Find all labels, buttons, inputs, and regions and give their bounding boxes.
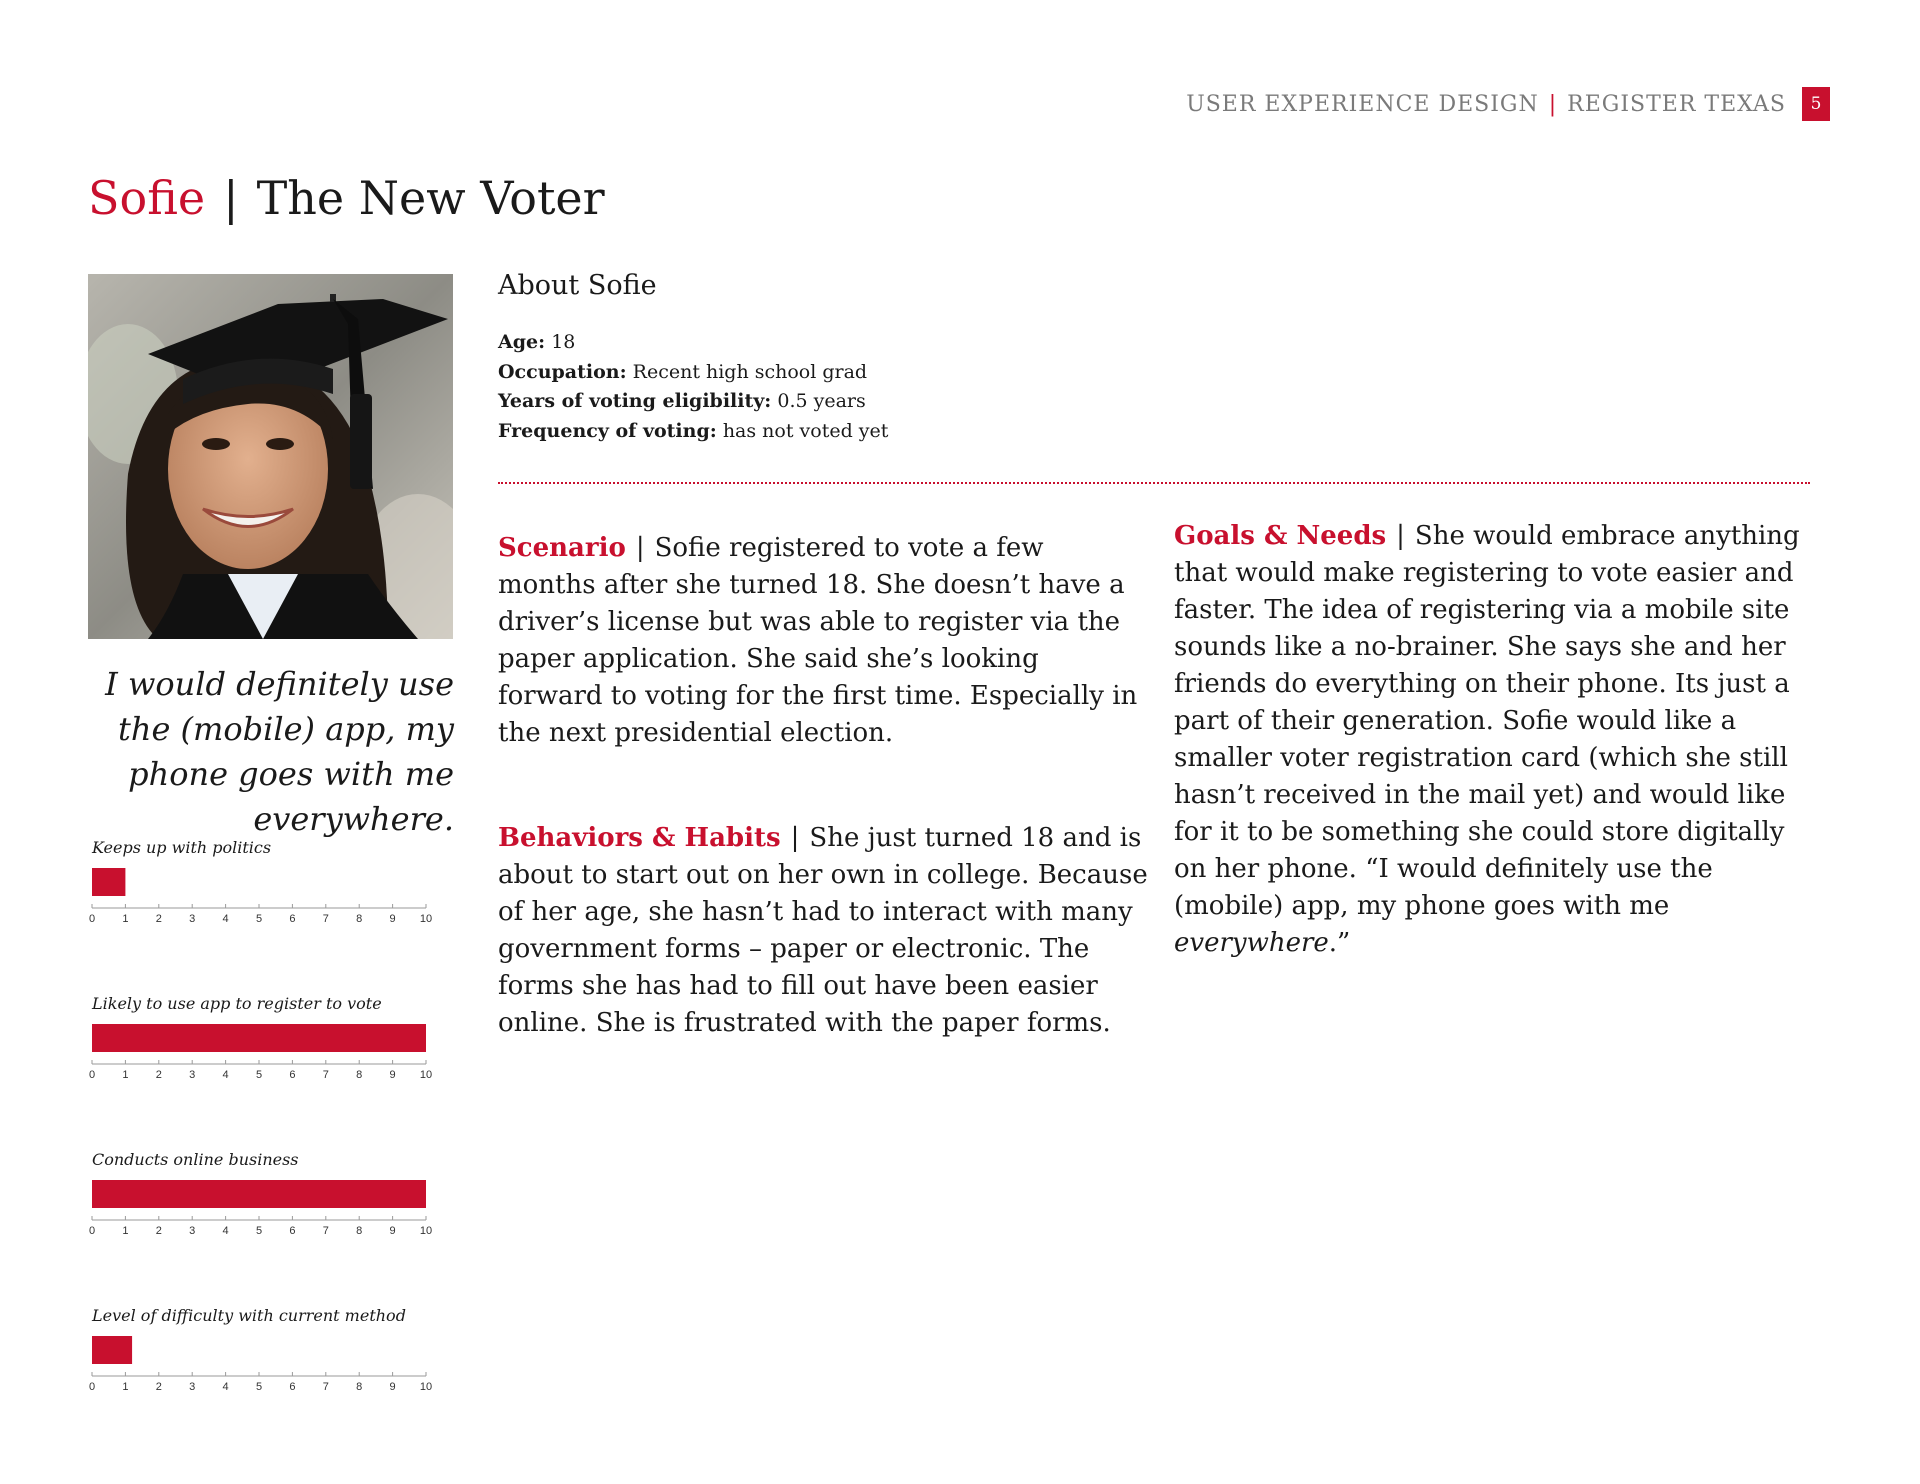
metric-tick-label: 5: [255, 1381, 263, 1393]
metric-label: Conducts online business: [92, 1150, 299, 1169]
persona-subtitle: The New Voter: [256, 171, 605, 225]
behaviors-separator: |: [790, 823, 800, 853]
fact-eligibility: [498, 387, 888, 417]
eligibility-label: Years of voting eligibility:: [498, 390, 772, 412]
metric-tick-label: 3: [189, 1225, 196, 1237]
metric-block: [88, 1306, 452, 1398]
metric-tick-label: 3: [189, 1069, 196, 1081]
metric-tick-label: 10: [419, 913, 433, 925]
metric-tick-label: 3: [189, 913, 196, 925]
behaviors-section: [498, 820, 1148, 1042]
metric-tick-label: 2: [155, 1381, 162, 1393]
metric-tick-label: 8: [356, 1069, 363, 1081]
metric-tick-label: 4: [222, 913, 229, 925]
metric-bar-chart: [88, 1024, 436, 1086]
metric-tick-label: 8: [356, 913, 363, 925]
fact-frequency: [498, 417, 888, 447]
metric-tick-label: 9: [389, 1381, 396, 1393]
metric-tick-label: 6: [289, 1381, 296, 1393]
metric-tick-label: 2: [155, 1225, 162, 1237]
persona-quote: I would definitely use the (mobile) app, my phone goes with me everywhere.: [105, 665, 454, 838]
page-title: [88, 168, 605, 228]
metric-tick-label: 5: [255, 913, 263, 925]
metric-tick-label: 0: [88, 1225, 96, 1237]
metric-tick-label: 8: [356, 1225, 363, 1237]
metric-label: Level of difficulty with current method: [92, 1306, 406, 1325]
metric-tick-label: 1: [122, 913, 129, 925]
goals-emphasis: everywhere: [1174, 928, 1329, 958]
metric-bar: [92, 1024, 426, 1052]
occupation-label: Occupation:: [498, 360, 627, 383]
metric-bar: [92, 1336, 132, 1364]
running-header: [1186, 87, 1830, 121]
metric-tick-label: 0: [88, 913, 96, 925]
behaviors-text: She just turned 18 and is about to start out on her own in college. Because of her age, she hasn’t had to interact with many government forms – paper or electronic. The forms she has had to fill out have been easier online. She is frustrated with the paper forms.: [498, 823, 1148, 1038]
metric-tick-label: 7: [322, 1381, 329, 1393]
metric-bar-chart: [88, 1336, 436, 1398]
goals-text-end: .”: [1328, 928, 1351, 958]
metric-tick-label: 10: [419, 1381, 433, 1393]
title-separator: |: [223, 171, 239, 225]
header-separator: |: [1548, 91, 1558, 117]
frequency-label: Frequency of voting:: [498, 419, 717, 442]
metric-tick-label: 4: [222, 1069, 229, 1081]
metric-block: [88, 1150, 452, 1242]
metric-tick-label: 1: [122, 1225, 129, 1237]
metric-tick-label: 9: [389, 1069, 396, 1081]
goals-text: She would embrace anything that would make registering to vote easier and faster. The idea of registering via a mobile site sounds like a no-brainer. She says she and her friends do everything on their phone. Its just a part of their generation. Sofie would like a smaller voter registration card (which she still hasn’t received in the mail yet) and would like for it to be something she could store digitally on her phone. “I would definitely use the (mobile) app, my phone goes with me: [1174, 521, 1800, 921]
about-facts: [498, 328, 888, 446]
metric-tick-label: 2: [155, 913, 162, 925]
fact-occupation: [498, 358, 888, 388]
graduate-portrait-icon: [88, 274, 453, 639]
metric-tick-label: 5: [255, 1225, 263, 1237]
metric-tick-label: 3: [189, 1381, 196, 1393]
age-value: 18: [551, 331, 576, 353]
metric-block: [88, 994, 452, 1086]
metric-tick-label: 10: [419, 1225, 433, 1237]
metric-bar-chart: [88, 1180, 436, 1242]
metric-tick-label: 0: [88, 1069, 96, 1081]
occupation-value: Recent high school grad: [632, 360, 868, 383]
metric-tick-label: 4: [222, 1225, 229, 1237]
metric-tick-label: 7: [322, 1225, 329, 1237]
metric-bar: [92, 1180, 426, 1208]
metric-tick-label: 1: [122, 1069, 129, 1081]
goals-separator: |: [1396, 521, 1405, 551]
metric-bar-chart: [88, 868, 436, 930]
metric-tick-label: 6: [289, 1069, 296, 1081]
metric-tick-label: 4: [222, 1381, 229, 1393]
frequency-value: has not voted yet: [722, 419, 889, 442]
goals-section: [1174, 518, 1824, 962]
scenario-separator: |: [635, 533, 645, 563]
age-label: Age:: [498, 331, 546, 353]
metric-tick-label: 10: [419, 1069, 433, 1081]
scenario-heading: Scenario: [498, 533, 626, 563]
metric-tick-label: 9: [389, 913, 396, 925]
persona-name: Sofie: [88, 171, 206, 225]
eligibility-value: 0.5 years: [777, 390, 866, 412]
behaviors-heading: Behaviors & Habits: [498, 823, 781, 853]
header-left: USER EXPERIENCE DESIGN: [1186, 91, 1539, 117]
metric-tick-label: 9: [389, 1225, 396, 1237]
metric-tick-label: 7: [322, 913, 329, 925]
dotted-divider: [498, 482, 1810, 484]
metric-tick-label: 7: [322, 1069, 329, 1081]
metric-label: Likely to use app to register to vote: [92, 994, 382, 1013]
metric-bar: [92, 868, 125, 896]
metric-label: Keeps up with politics: [92, 838, 272, 857]
metric-tick-label: 6: [289, 913, 296, 925]
metric-tick-label: 8: [356, 1381, 363, 1393]
metric-tick-label: 2: [155, 1069, 162, 1081]
scenario-text: Sofie registered to vote a few months after she turned 18. She doesn’t have a driver’s license but was able to register via the paper application. She said she’s looking forward to voting for the first time. Especially in the next presidential election.: [498, 533, 1138, 748]
fact-age: [498, 328, 888, 358]
metric-tick-label: 1: [122, 1381, 129, 1393]
page-number: 5: [1802, 87, 1830, 121]
metric-block: [88, 838, 452, 930]
scenario-section: [498, 530, 1148, 752]
goals-heading: Goals & Needs: [1174, 521, 1387, 551]
about-heading: About Sofie: [498, 270, 657, 301]
metric-tick-label: 6: [289, 1225, 296, 1237]
metric-tick-label: 5: [255, 1069, 263, 1081]
metric-tick-label: 0: [88, 1381, 96, 1393]
persona-photo: [88, 274, 453, 639]
header-right: REGISTER TEXAS: [1567, 91, 1786, 117]
